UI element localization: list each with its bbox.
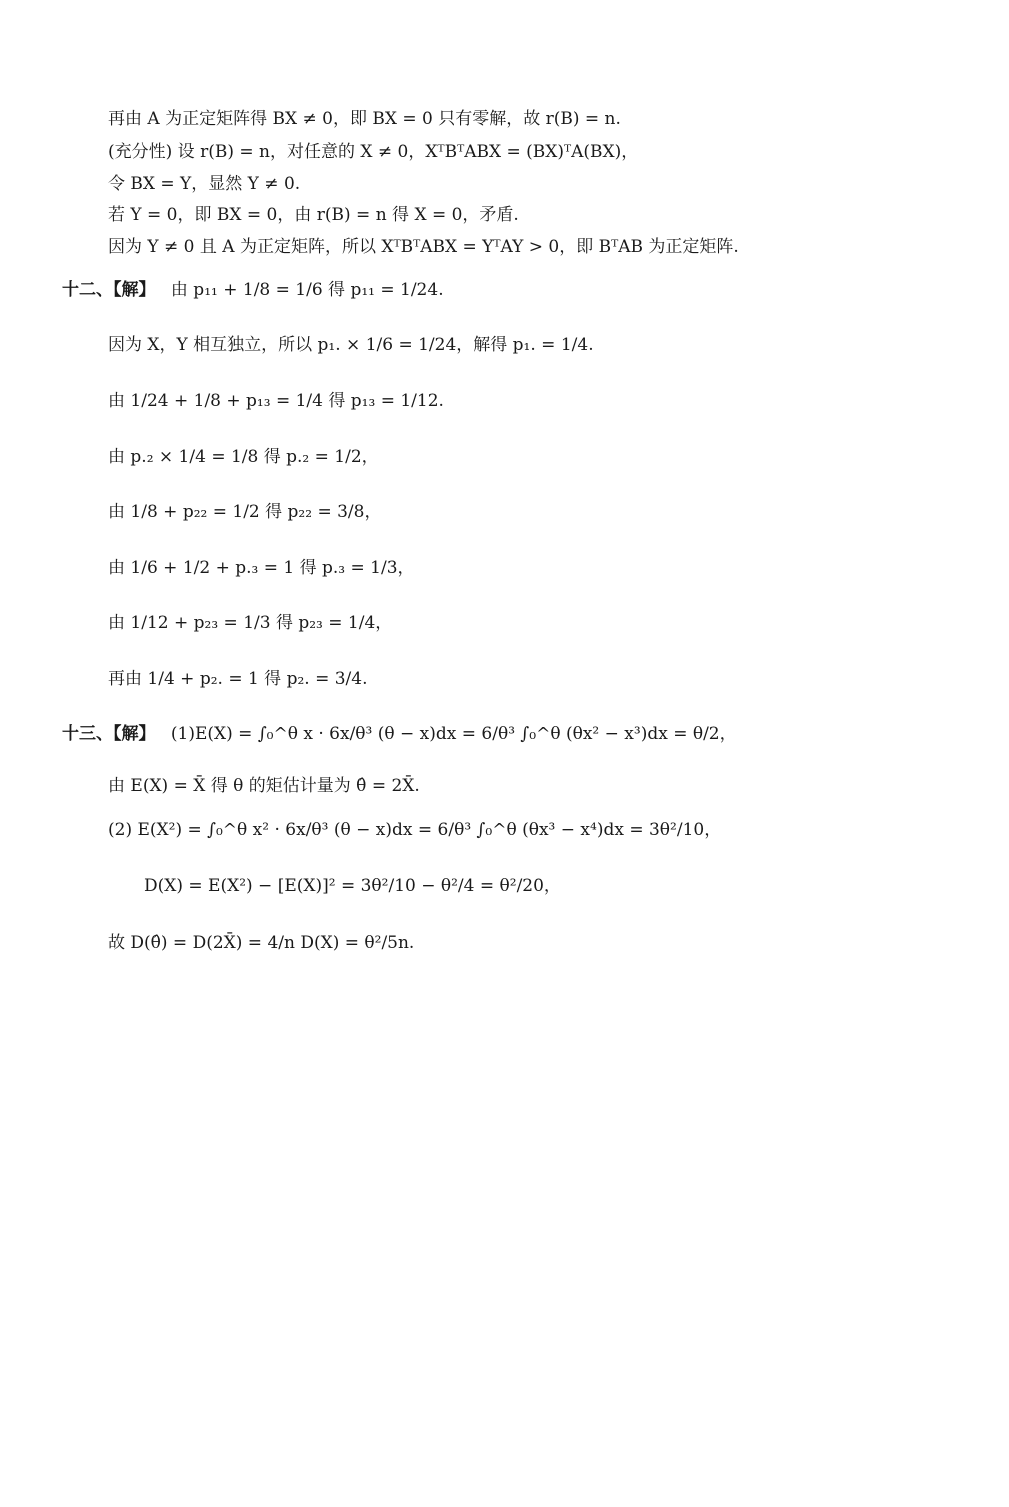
q12-step-6-text: 由 1/6 + 1/2 + p.₃ = 1 得 p.₃ = 1/3， xyxy=(108,558,415,578)
q12-step-5 xyxy=(108,500,381,524)
q13-step-4-text: D(X) = E(X²) − [E(X)]² = 3θ²/10 − θ²/4 = θ²/20， xyxy=(144,876,561,896)
q12-label: 十二、【解】 xyxy=(62,280,156,300)
q13-step-5 xyxy=(108,931,414,955)
q12-step-6 xyxy=(108,556,415,580)
proof-line-3-text: 令 BX = Y，显然 Y ≠ 0. xyxy=(108,174,301,194)
proof-line-1-text: 再由 A 为正定矩阵得 BX ≠ 0，即 BX = 0 只有零解，故 r(B) = n. xyxy=(108,109,621,129)
proof-line-4-text: 若 Y = 0，即 BX = 0，由 r(B) = n 得 X = 0，矛盾. xyxy=(108,205,519,225)
proof-line-5 xyxy=(108,235,739,259)
proof-line-4 xyxy=(108,203,519,227)
q12-step-2 xyxy=(108,333,594,357)
q13-step-5-text: 故 D(θ̂) = D(2X̄) = 4/n D(X) = θ²/5n. xyxy=(108,933,415,953)
q13-step-1-text: (1)E(X) = ∫₀^θ x · 6x/θ³ (θ − x)dx = 6/θ³ ∫₀^θ (θx² − x³)dx = θ/2， xyxy=(170,724,737,744)
proof-line-1 xyxy=(108,107,621,131)
q13-step-1 xyxy=(62,722,737,746)
q12-step-3 xyxy=(108,389,444,413)
q13-label: 十三、【解】 xyxy=(62,724,156,744)
q12-step-7-text: 由 1/12 + p₂₃ = 1/3 得 p₂₃ = 1/4， xyxy=(108,613,393,633)
q12-step-5-text: 由 1/8 + p₂₂ = 1/2 得 p₂₂ = 3/8， xyxy=(108,502,382,522)
proof-line-2 xyxy=(108,140,638,164)
proof-line-5-text: 因为 Y ≠ 0 且 A 为正定矩阵，所以 XᵀBᵀABX = YᵀAY > 0，即 BᵀAB 为正定矩阵. xyxy=(108,237,739,257)
proof-line-3 xyxy=(108,172,300,196)
q13-step-2-text: 由 E(X) = X̄ 得 θ 的矩估计量为 θ̂ = 2X̄. xyxy=(108,776,420,796)
q12-step-2-text: 因为 X，Y 相互独立，所以 p₁. × 1/6 = 1/24，解得 p₁. = 1/4. xyxy=(108,335,594,355)
q13-step-3 xyxy=(108,818,721,842)
q12-step-3-text: 由 1/24 + 1/8 + p₁₃ = 1/4 得 p₁₃ = 1/12. xyxy=(108,391,444,411)
q12-step-1 xyxy=(62,278,444,302)
q12-step-8 xyxy=(108,667,368,691)
q12-step-7 xyxy=(108,611,392,635)
q13-step-4 xyxy=(144,874,561,898)
q12-step-4 xyxy=(108,445,379,469)
q12-step-1-text: 由 p₁₁ + 1/8 = 1/6 得 p₁₁ = 1/24. xyxy=(170,280,444,300)
q13-step-3-text: (2) E(X²) = ∫₀^θ x² · 6x/θ³ (θ − x)dx = 6/θ³ ∫₀^θ (θx³ − x⁴)dx = 3θ²/10， xyxy=(108,820,722,840)
proof-line-2-text: (充分性) 设 r(B) = n，对任意的 X ≠ 0，XᵀBᵀABX = (BX)ᵀA(BX)， xyxy=(108,142,639,162)
q12-step-4-text: 由 p.₂ × 1/4 = 1/8 得 p.₂ = 1/2， xyxy=(108,447,379,467)
q13-step-2 xyxy=(108,774,420,798)
q12-step-8-text: 再由 1/4 + p₂. = 1 得 p₂. = 3/4. xyxy=(108,669,368,689)
